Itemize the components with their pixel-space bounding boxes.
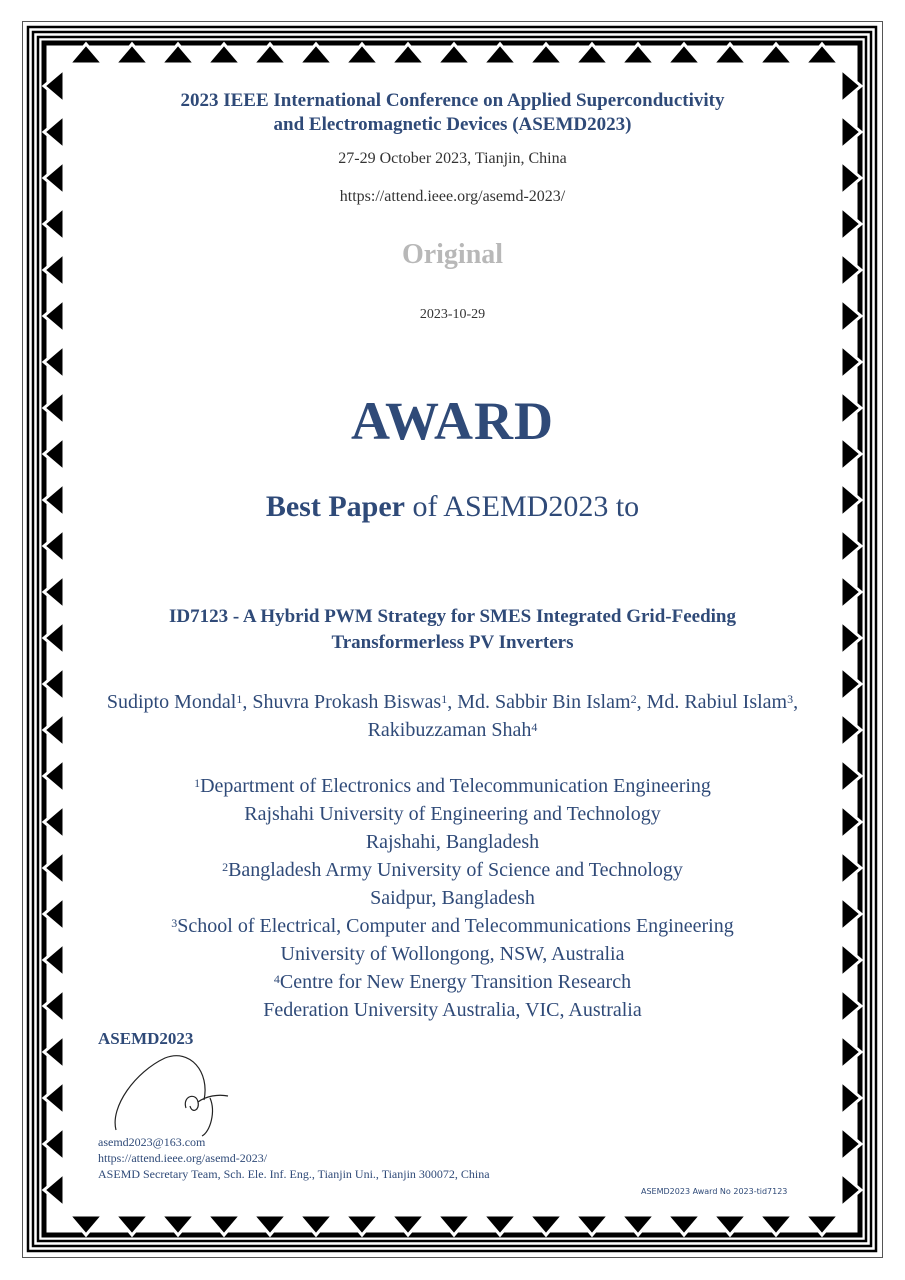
affiliation-mark: 1 — [194, 776, 201, 790]
author-separator: , — [636, 691, 647, 713]
border-triangle — [44, 345, 64, 379]
affiliation-line — [64, 884, 841, 912]
affiliation-list — [64, 772, 841, 1024]
signature — [110, 1052, 240, 1142]
border-triangle — [44, 805, 64, 839]
border-triangle — [575, 44, 609, 64]
original-watermark: Original — [401, 239, 504, 270]
border-triangle — [391, 44, 425, 64]
affiliation-text: School of Electrical, Computer and Telecommunications Engineering — [177, 915, 734, 937]
border-triangle — [69, 44, 103, 64]
border-triangle — [621, 44, 655, 64]
affiliation-line — [64, 772, 841, 800]
border-triangle — [437, 44, 471, 64]
border-triangle — [44, 943, 64, 977]
author-separator: , — [447, 691, 458, 713]
border-triangle — [44, 115, 64, 149]
border-triangle — [161, 44, 195, 64]
author-name: Rakibuzzaman Shah — [367, 719, 532, 741]
conference-dates: 27-29 October 2023, Tianjin, China — [338, 150, 567, 167]
best-paper-label: Best Paper — [265, 490, 405, 523]
border-triangle — [345, 44, 379, 64]
border-triangle — [437, 1215, 471, 1235]
border-triangle — [44, 161, 64, 195]
border-triangle — [44, 391, 64, 425]
border-triangle — [529, 44, 563, 64]
affiliation-line — [64, 856, 841, 884]
border-triangle — [713, 1215, 747, 1235]
border-triangle — [115, 44, 149, 64]
border-triangle — [805, 44, 839, 64]
author-name: Md. Sabbir Bin Islam — [457, 691, 631, 713]
border-triangle — [805, 1215, 839, 1235]
affiliation-mark: 4 — [273, 972, 280, 986]
paper-title-line-2: Transformerless PV Inverters — [331, 632, 574, 653]
border-triangle — [44, 1081, 64, 1115]
contact-url: https://attend.ieee.org/asemd-2023/ — [98, 1151, 268, 1165]
border-triangle — [345, 1215, 379, 1235]
title-line-2: and Electromagnetic Devices (ASEMD2023) — [273, 114, 632, 135]
border-triangle — [115, 1215, 149, 1235]
affiliation-text: Centre for New Energy Transition Research — [279, 971, 632, 993]
author-name: Sudipto Mondal — [106, 691, 237, 713]
border-triangle — [253, 1215, 287, 1235]
affiliation-text: Saidpur, Bangladesh — [370, 887, 535, 909]
border-triangle — [44, 69, 64, 103]
award-heading: AWARD — [350, 391, 555, 451]
border-triangle — [253, 44, 287, 64]
border-triangle — [713, 44, 747, 64]
border-triangle — [575, 1215, 609, 1235]
organizer-name: ASEMD2023 — [98, 1029, 194, 1048]
border-triangle — [44, 851, 64, 885]
affiliation-line — [64, 968, 841, 996]
border-triangle — [161, 1215, 195, 1235]
border-triangle — [44, 207, 64, 241]
border-triangle — [44, 989, 64, 1023]
author-name: Md. Rabiul Islam — [646, 691, 788, 713]
conference-title — [64, 89, 841, 137]
border-triangle — [44, 1127, 64, 1161]
border-triangle — [207, 44, 241, 64]
affiliation-mark: 3 — [171, 916, 178, 930]
border-triangle — [44, 1173, 64, 1207]
affiliation-text: Federation University Australia, VIC, Australia — [263, 999, 642, 1021]
border-triangle — [759, 1215, 793, 1235]
affiliation-line — [64, 828, 841, 856]
border-triangle — [391, 1215, 425, 1235]
affiliation-line — [64, 940, 841, 968]
border-triangle — [621, 1215, 655, 1235]
border-triangle — [44, 437, 64, 471]
border-triangle — [44, 759, 64, 793]
author-separator: , — [242, 691, 253, 713]
author-separator: , — [793, 691, 799, 713]
border-triangle — [299, 1215, 333, 1235]
author-affiliation-mark: 3 — [787, 692, 794, 706]
border-triangle — [667, 1215, 701, 1235]
border-triangle — [69, 1215, 103, 1235]
border-triangle — [44, 575, 64, 609]
affiliation-line — [64, 912, 841, 940]
border-triangle — [759, 44, 793, 64]
affiliation-text: Rajshahi, Bangladesh — [365, 831, 540, 853]
author-affiliation-mark: 1 — [441, 692, 448, 706]
border-triangle — [667, 44, 701, 64]
author-list — [100, 688, 805, 744]
border-triangle — [207, 1215, 241, 1235]
border-triangle — [299, 44, 333, 64]
author-affiliation-mark: 1 — [236, 692, 243, 706]
border-triangle — [44, 253, 64, 287]
contact-info — [98, 1134, 490, 1182]
conference-url: https://attend.ieee.org/asemd-2023/ — [339, 188, 566, 205]
award-subtitle — [64, 490, 841, 524]
affiliation-text: Rajshahi University of Engineering and Technology — [244, 803, 661, 825]
affiliation-mark: 2 — [222, 860, 229, 874]
affiliation-line — [64, 800, 841, 828]
contact-address: ASEMD Secretary Team, Sch. Ele. Inf. Eng., Tianjin Uni., Tianjin 300072, China — [98, 1167, 490, 1181]
contact-email: asemd2023@163.com — [98, 1135, 206, 1149]
award-number: ASEMD2023 Award No 2023-tid7123 — [641, 1187, 788, 1196]
border-triangle — [44, 897, 64, 931]
issue-date: 2023-10-29 — [419, 307, 486, 322]
author-name: Shuvra Prokash Biswas — [252, 691, 442, 713]
affiliation-text: University of Wollongong, NSW, Australia — [280, 943, 625, 965]
border-triangle — [44, 483, 64, 517]
border-triangle — [44, 529, 64, 563]
affiliation-text: Bangladesh Army University of Science and Technology — [228, 859, 683, 881]
affiliation-line — [64, 996, 841, 1024]
border-triangle — [483, 1215, 517, 1235]
paper-title-line-1: ID7123 - A Hybrid PWM Strategy for SMES Integrated Grid-Feeding — [169, 606, 736, 627]
border-triangle — [44, 713, 64, 747]
border-triangle — [44, 667, 64, 701]
border-triangle — [483, 44, 517, 64]
border-triangle — [529, 1215, 563, 1235]
affiliation-text: Department of Electronics and Telecommunication Engineering — [200, 775, 711, 797]
border-triangle — [44, 621, 64, 655]
author-affiliation-mark: 4 — [531, 720, 538, 734]
title-line-1: 2023 IEEE International Conference on Applied Superconductivity — [180, 90, 725, 111]
award-of-text: of ASEMD2023 to — [412, 490, 640, 523]
paper-title — [64, 604, 841, 656]
border-triangle — [44, 299, 64, 333]
author-affiliation-mark: 2 — [630, 692, 637, 706]
border-triangle — [44, 1035, 64, 1069]
